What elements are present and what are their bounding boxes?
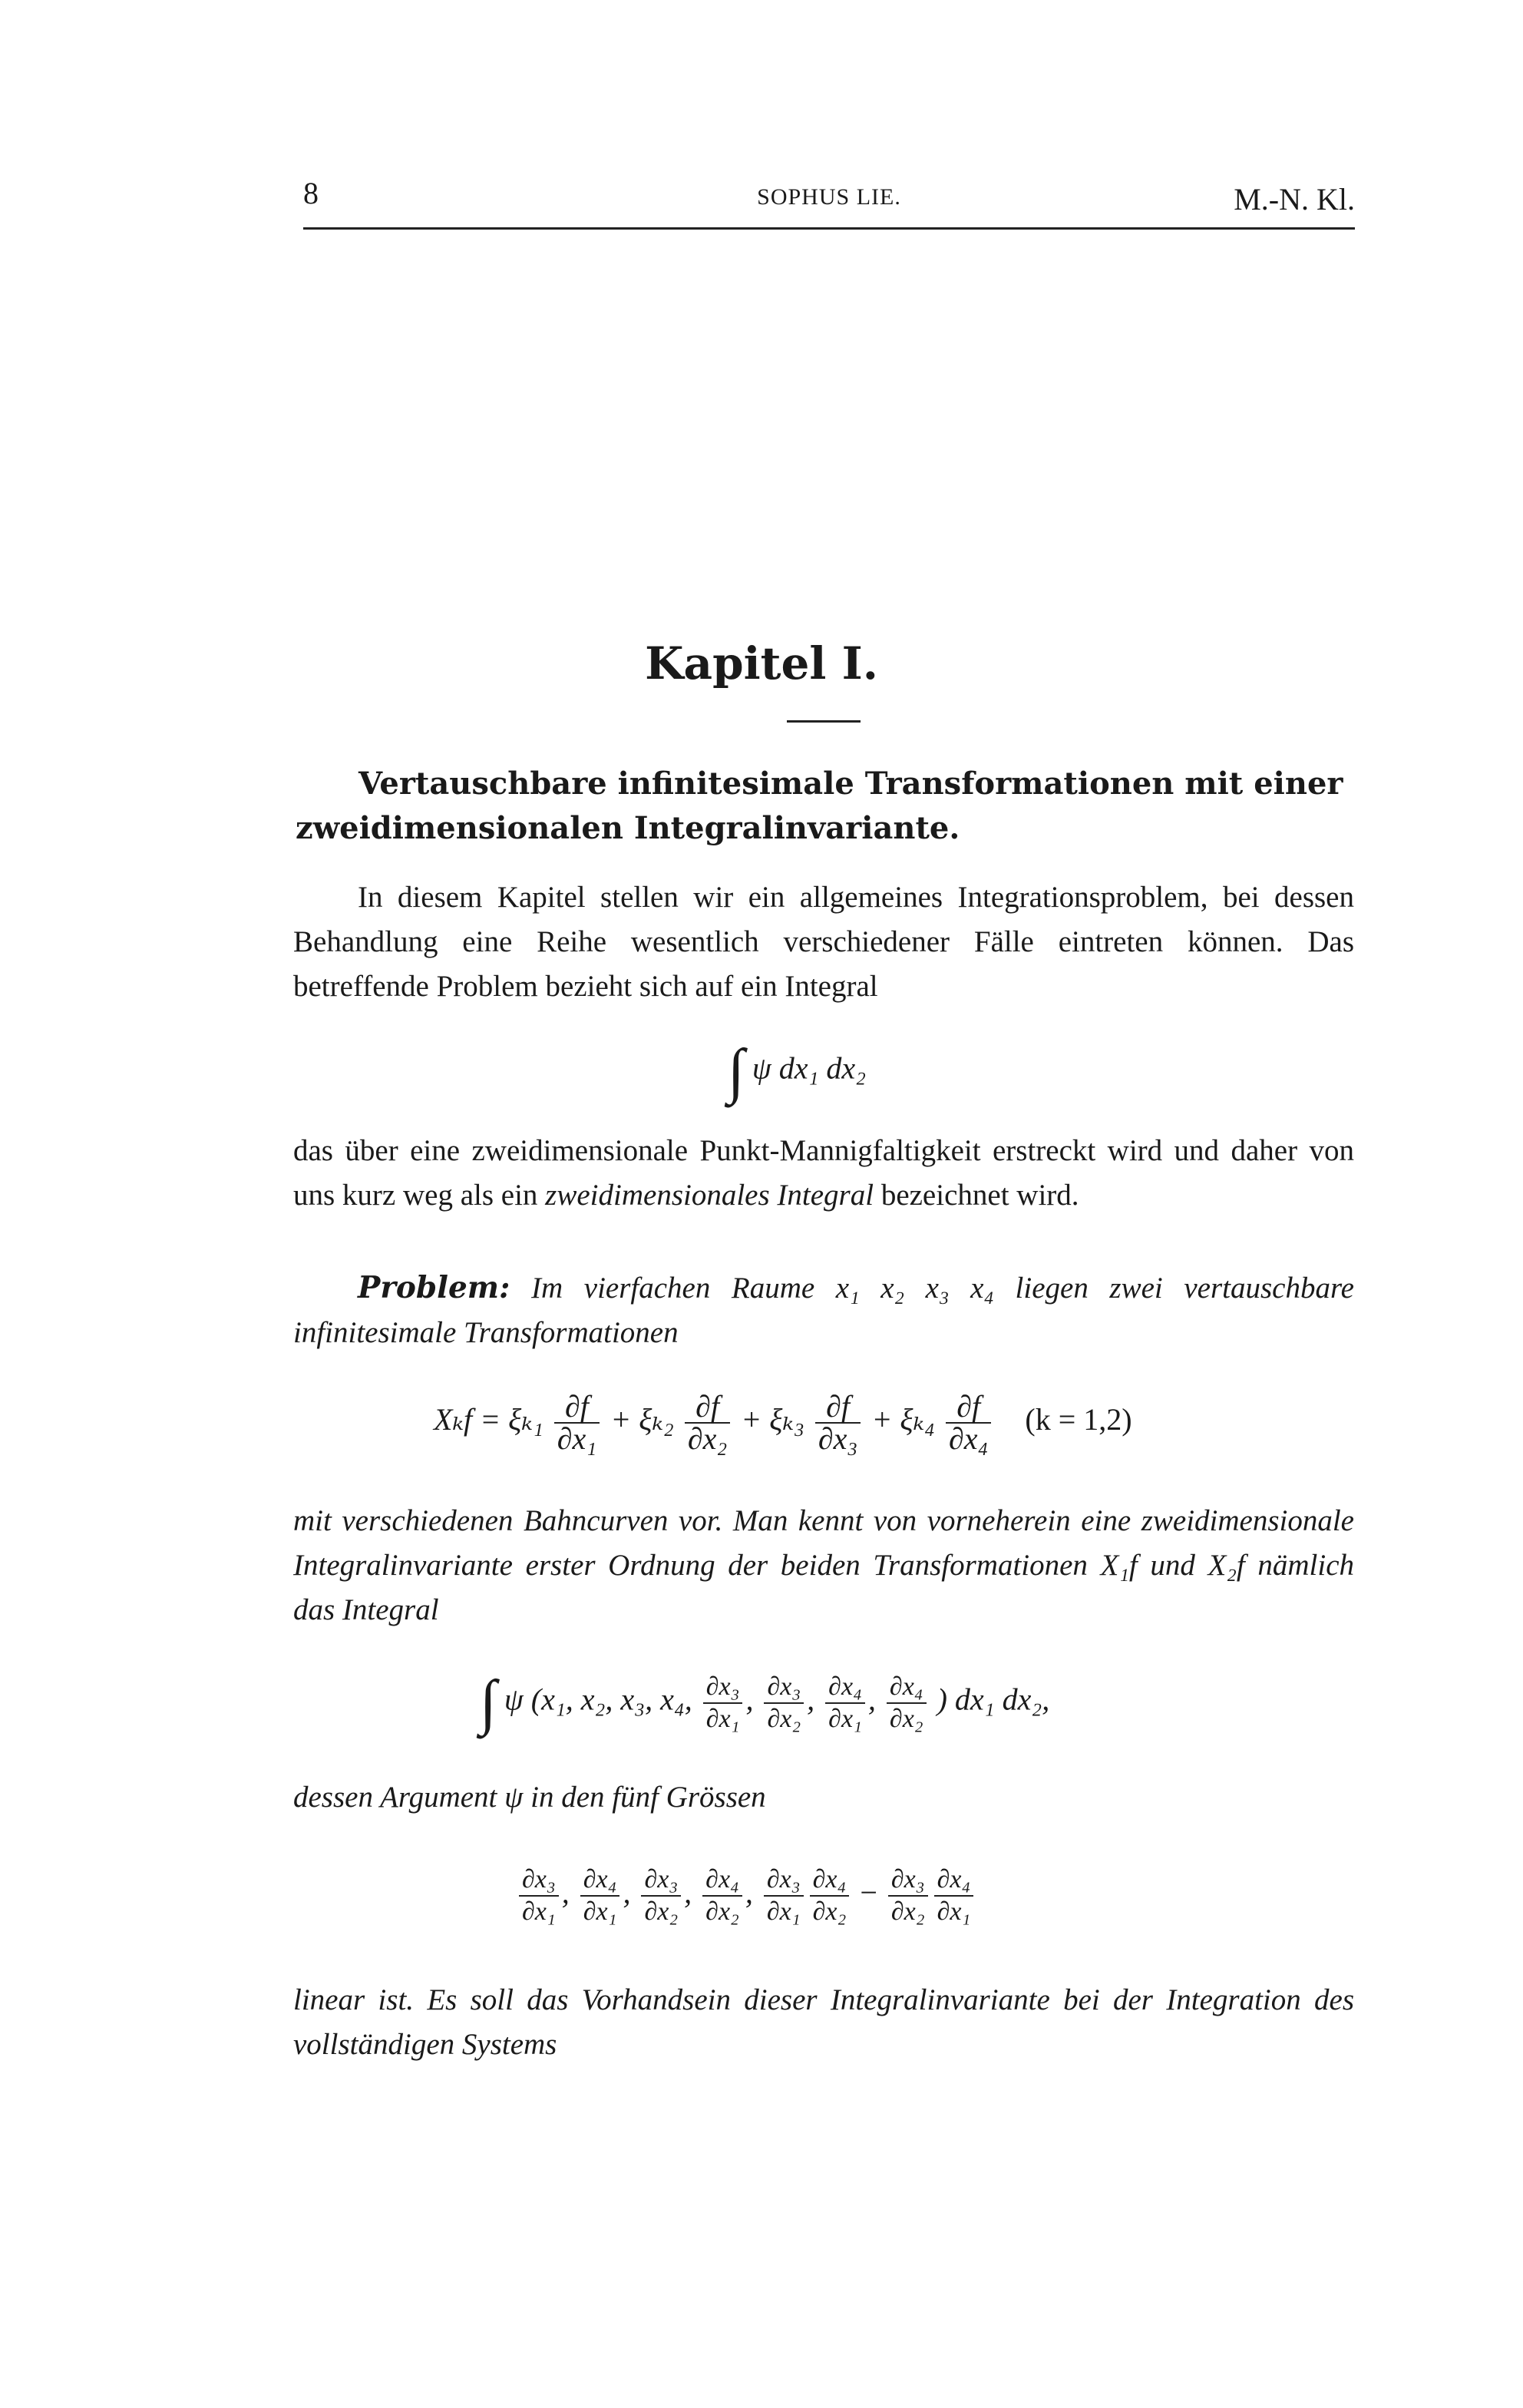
- eq4-frac-6a: [888, 1864, 928, 1927]
- section-subtitle: [296, 762, 1355, 851]
- eq3-den-3: ∂x₁: [828, 1704, 862, 1733]
- subtitle-line-1: Vertauschbare infinitesimale Transformationen mit einer: [358, 766, 1343, 802]
- eq3-den-1: ∂x₁: [705, 1704, 740, 1733]
- eq2-den-2: ∂x₂: [687, 1421, 728, 1456]
- eq4-frac-5a: [764, 1864, 804, 1927]
- integral-sign: ∫: [728, 1037, 745, 1105]
- page-number: 8: [303, 176, 319, 210]
- problem-paragraph: [293, 1265, 1354, 1355]
- eq2-den-1: ∂x₁: [557, 1421, 597, 1456]
- running-header: [303, 175, 1355, 221]
- eq2-term-2: + ξₖ₂: [610, 1402, 674, 1437]
- eq1-body: ψ dx₁ dx₂: [752, 1050, 867, 1086]
- para5-text: linear ist. Es soll das Vorhandsein dieser Integralinvariante bei der Integration des vollständigen Systems: [293, 1983, 1354, 2061]
- eq3-num-4: ∂x₄: [887, 1672, 927, 1704]
- intro-text: In diesem Kapitel stellen wir ein allgemeines Integrationsproblem, bei dessen Behandlung eine Reihe wesentlich verschiedener Fälle eintreten können. Das betreffende Problem bezieht sich auf ein Integral: [293, 881, 1354, 1003]
- para3-text: mit verschiedenen Bahncurven vor. Man kennt von vorneherein eine zweidimensionale Integralinvariante erster Ordnung der beiden Transformationen X₁f und X₂f nämlich das Integral: [293, 1504, 1354, 1626]
- eq4-den-6b: ∂x₁: [937, 1897, 971, 1926]
- eq4-den-5b: ∂x₂: [812, 1897, 847, 1926]
- running-series: M.-N. Kl.: [1234, 182, 1355, 217]
- eq2-frac-1: [554, 1391, 600, 1454]
- eq4-num-5a: ∂x₃: [764, 1864, 804, 1897]
- eq4-den-4: ∂x₂: [705, 1897, 739, 1926]
- header-rule: [303, 227, 1355, 230]
- eq2-term-4: + ξₖ₄: [871, 1402, 935, 1437]
- eq4-num-4: ∂x₄: [702, 1864, 742, 1897]
- eq4-frac-2: [580, 1864, 620, 1927]
- chapter-title: Kapitel I.: [645, 637, 878, 690]
- eq2-num-1: ∂f: [554, 1391, 600, 1424]
- equation-integral-1: [728, 1037, 866, 1106]
- eq4-frac-4: [702, 1864, 742, 1927]
- paragraph-2: [293, 1129, 1354, 1218]
- paragraph-4: [293, 1775, 1354, 1820]
- eq3-pre: ψ (x₁, x₂, x₃, x₄,: [504, 1682, 692, 1717]
- eq2-term-1: ξₖ₁: [508, 1402, 543, 1437]
- eq2-num-2: ∂f: [685, 1391, 730, 1424]
- eq4-frac-1: [519, 1864, 559, 1927]
- equation-quantities: $\frac{\text{∂x₃}}{\text{∂x₁}}$ , $\frac{\text{∂x₄}}{\text{∂x₁}}$ , $\frac{\text{∂x₃}}{\text{∂x₂}}$ , $\frac{\text{∂x₄}}{\text{∂x₂}}$ , $\frac{\text{∂x₃}}{\text{∂x₁}}$ $\frac{\text{∂x₄}}{\text{∂x₂}}$ − $\frac{\text{∂x₃}}{\text{∂x₂}}$ $\frac{\text{∂x₄}}{\text{∂x₁}}$: [516, 1864, 976, 1927]
- eq4-num-5b: ∂x₄: [810, 1864, 850, 1897]
- para4-text: dessen Argument ψ in den fünf Grössen: [293, 1781, 766, 1814]
- eq4-den-5a: ∂x₁: [766, 1897, 801, 1926]
- chapter-rule: [787, 720, 861, 723]
- eq2-lhs: Xₖf =: [434, 1402, 501, 1437]
- eq2-frac-3: [815, 1391, 861, 1454]
- eq4-frac-3: [641, 1864, 681, 1927]
- eq3-frac-1: [703, 1672, 743, 1735]
- eq2-frac-2: [685, 1391, 730, 1454]
- equation-transformation: [434, 1391, 1132, 1454]
- eq4-num-1: ∂x₃: [519, 1864, 559, 1897]
- eq3-post: ) dx₁ dx₂,: [937, 1682, 1050, 1717]
- eq2-den-4: ∂x₄: [948, 1421, 989, 1456]
- subtitle-line-2: zweidimensionalen Integralinvariante.: [296, 810, 960, 846]
- eq3-num-3: ∂x₄: [825, 1672, 865, 1704]
- intro-paragraph: [293, 875, 1354, 1009]
- eq3-den-2: ∂x₂: [767, 1704, 801, 1733]
- paragraph-5: [293, 1978, 1354, 2067]
- eq3-num-2: ∂x₃: [764, 1672, 804, 1704]
- eq4-num-6a: ∂x₃: [888, 1864, 928, 1897]
- eq4-den-1: ∂x₁: [522, 1897, 556, 1926]
- eq2-den-3: ∂x₃: [818, 1421, 858, 1456]
- eq3-frac-2: [764, 1672, 804, 1735]
- integral-sign-2: ∫: [480, 1669, 497, 1736]
- eq2-num-3: ∂f: [815, 1391, 861, 1424]
- eq4-num-2: ∂x₄: [580, 1864, 620, 1897]
- eq2-term-3: + ξₖ₃: [741, 1402, 804, 1437]
- eq3-num-1: ∂x₃: [703, 1672, 743, 1704]
- problem-text: Im vierfachen Raume x₁ x₂ x₃ x₄ liegen zwei vertauschbare infinitesimale Transformationen: [293, 1272, 1354, 1349]
- eq3-frac-4: [887, 1672, 927, 1735]
- para2-emphasis: zweidimensionales Integral: [545, 1179, 874, 1212]
- eq2-frac-4: [946, 1391, 991, 1454]
- eq4-num-3: ∂x₃: [641, 1864, 681, 1897]
- eq4-den-3: ∂x₂: [644, 1897, 679, 1926]
- eq4-frac-6b: [934, 1864, 974, 1927]
- eq4-den-2: ∂x₁: [583, 1897, 617, 1926]
- eq4-minus: −: [860, 1875, 877, 1910]
- eq4-frac-5b: [810, 1864, 850, 1927]
- eq2-condition: (k = 1,2): [1025, 1402, 1132, 1437]
- running-author: SOPHUS LIE.: [757, 184, 901, 210]
- eq3-den-4: ∂x₂: [889, 1704, 923, 1733]
- eq4-num-6b: ∂x₄: [934, 1864, 974, 1897]
- paragraph-3: [293, 1499, 1354, 1632]
- eq4-den-6a: ∂x₂: [890, 1897, 925, 1926]
- para2-before: das über eine zweidimensionale Punkt-Mannigfaltigkeit erstreckt wird und daher von uns kurz weg als ein: [293, 1134, 1354, 1212]
- problem-label: Problem:: [358, 1270, 510, 1305]
- eq2-num-4: ∂f: [946, 1391, 991, 1424]
- eq3-frac-3: [825, 1672, 865, 1735]
- para2-after: bezeichnet wird.: [874, 1179, 1079, 1212]
- equation-integral-2: ∫ ψ (x₁, x₂, x₃, x₄, $\frac{\text{∂x₃}}{\text{∂x₁}}$ , $\frac{\text{∂x₃}}{\text{∂x₂}}$ , $\frac{\text{∂x₄}}{\text{∂x₁}}$ , $\frac{\text{∂x₄}}{\text{∂x₂}}$ ) dx₁ dx₂,: [480, 1669, 1050, 1736]
